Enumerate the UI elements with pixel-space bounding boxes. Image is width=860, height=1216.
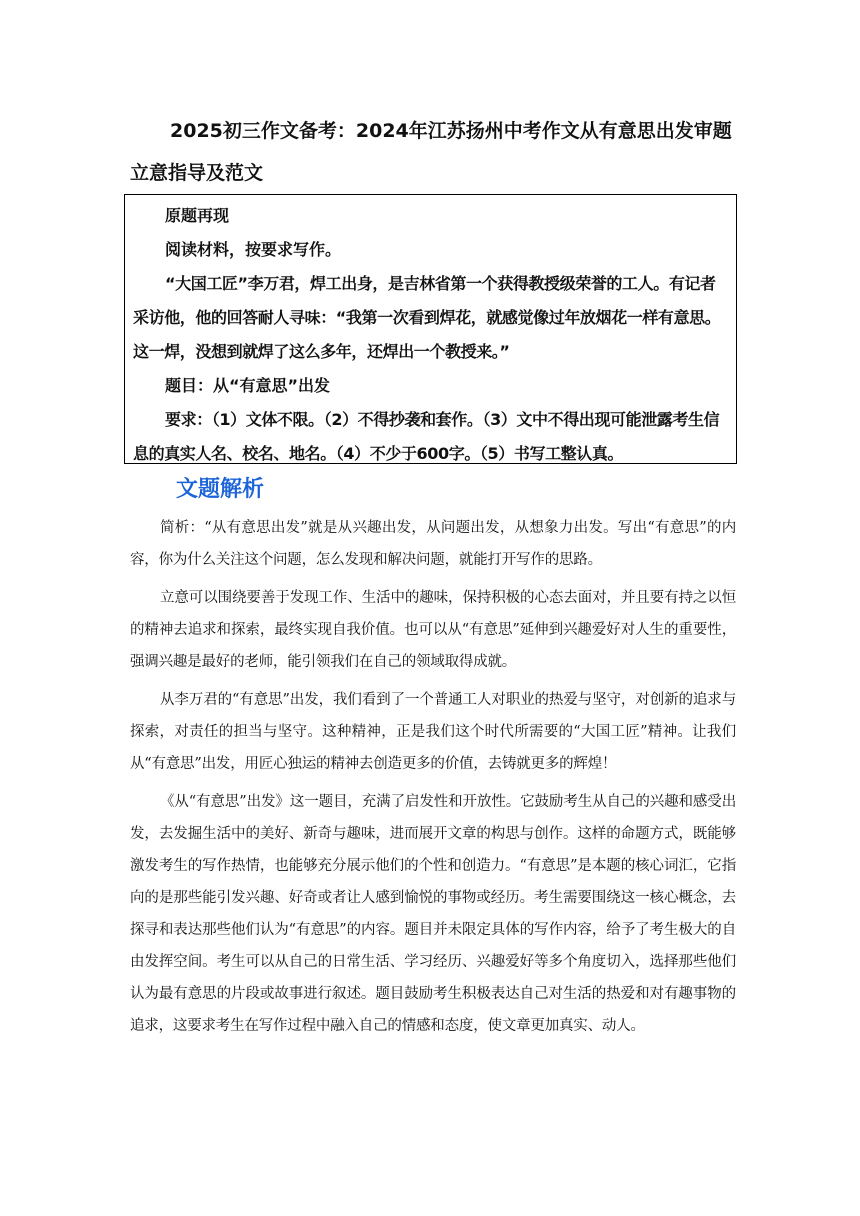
- document-title: 2025初三作文备考：2024年江苏扬州中考作文从有意思出发审题立意指导及范文: [130, 120, 732, 184]
- original-prompt-box: [124, 194, 737, 464]
- section-heading: 文题解析: [176, 477, 265, 502]
- prompt-topic: 题目：从“有意思”出发: [165, 376, 331, 395]
- prompt-requirements: 要求：（1）文体不限。（2）不得抄袭和套作。（3）文中不得出现可能泄露考生信息的真实人名、校名、地名。（4）不少于600字。（5）书写工整认真。: [133, 410, 720, 463]
- analysis-paragraph: 简析：“从有意思出发”就是从兴趣出发，从问题出发，从想象力出发。写出“有意思”的内容，你为什么关注这个问题，怎么发现和解决问题，就能打开写作的思路。: [130, 520, 736, 568]
- analysis-paragraph: 从李万君的“有意思”出发，我们看到了一个普通工人对职业的热爱与坚守，对创新的追求与探索，对责任的担当与坚守。这种精神，正是我们这个时代所需要的“大国工匠”精神。让我们从“有意思”出发，用匠心独运的精神去创造更多的价值，去铸就更多的辉煌！: [130, 692, 736, 772]
- analysis-paragraph: 《从“有意思”出发》这一题目，充满了启发性和开放性。它鼓励考生从自己的兴趣和感受出发，去发掘生活中的美好、新奇与趣味，进而展开文章的构思与创作。这样的命题方式，既能够激发考生的写作热情，也能够充分展示他们的个性和创造力。“有意思”是本题的核心词汇，它指向的是那些能引发兴趣、好奇或者让人感到愉悦的事物或经历。考生需要围绕这一核心概念，去探寻和表达那些他们认为“有意思”的内容。题目并未限定具体的写作内容，给予了考生极大的自由发挥空间。考生可以从自己的日常生活、学习经历、兴趣爱好等多个角度切入，选择那些他们认为最有意思的片段或故事进行叙述。题目鼓励考生积极表达自己对生活的热爱和对有趣事物的追求，这要求考生在写作过程中融入自己的情感和态度，使文章更加真实、动人。: [130, 794, 736, 1034]
- prompt-instruction: 阅读材料，按要求写作。: [165, 240, 342, 259]
- prompt-material: “大国工匠”李万君，焊工出身，是吉林省第一个获得教授级荣誉的工人。有记者采访他，他的回答耐人寻味：“我第一次看到焊花，就感觉像过年放烟花一样有意思。这一焊，没想到就焊了这么多年，还焊出一个教授来。”: [133, 274, 721, 361]
- analysis-body: [130, 512, 736, 1048]
- prompt-heading: 原题再现: [165, 206, 230, 225]
- analysis-paragraph: 立意可以围绕要善于发现工作、生活中的趣味，保持积极的心态去面对，并且要有持之以恒的精神去追求和探索，最终实现自我价值。也可以从“有意思”延伸到兴趣爱好对人生的重要性，强调兴趣是最好的老师，能引领我们在自己的领域取得成就。: [130, 590, 736, 670]
